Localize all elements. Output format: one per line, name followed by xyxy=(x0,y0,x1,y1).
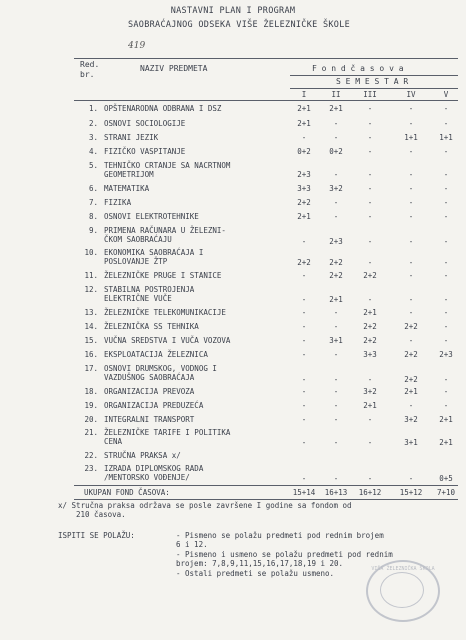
row-number: 9. xyxy=(88,226,98,235)
subject-name: IZRADA DIPLOMSKOG RADA xyxy=(104,464,204,473)
hours-cell: - xyxy=(443,147,449,156)
hours-cell: 1+1 xyxy=(439,133,453,142)
hours-cell: - xyxy=(301,375,307,384)
hours-cell: - xyxy=(301,308,307,317)
hours-cell: - xyxy=(408,184,414,193)
row-number: 1. xyxy=(88,104,98,113)
hours-cell: 2+1 xyxy=(329,104,343,113)
hours-cell: - xyxy=(301,415,307,424)
semester-2: II xyxy=(331,90,341,99)
hours-cell: - xyxy=(301,336,307,345)
semester-3: III xyxy=(363,90,377,99)
hours-cell: - xyxy=(408,212,414,221)
subject-name: STRANI JEZIK xyxy=(104,133,159,142)
ispiti-line: - Ostali predmeti se polažu usmeno. xyxy=(176,569,335,578)
hours-cell: - xyxy=(408,271,414,280)
subject-name: ŽELEZNIČKE TELEKOMUNIKACIJE xyxy=(104,308,226,317)
hours-cell: - xyxy=(443,119,449,128)
hours-cell: - xyxy=(367,184,373,193)
hours-cell: - xyxy=(408,336,414,345)
hours-cell: 2+2 xyxy=(363,322,377,331)
hours-cell: - xyxy=(367,375,373,384)
header-top-rule xyxy=(74,58,458,59)
hours-cell: - xyxy=(443,322,449,331)
hours-cell: 2+2 xyxy=(363,336,377,345)
hours-cell: - xyxy=(443,237,449,246)
hours-cell: - xyxy=(333,401,339,410)
subject-name-line2: VAZDUŠNOG SAOBRAĆAJA xyxy=(104,373,195,382)
hours-cell: - xyxy=(333,212,339,221)
hours-cell: - xyxy=(408,401,414,410)
hours-cell: 2+3 xyxy=(329,237,343,246)
hours-cell: - xyxy=(367,170,373,179)
hours-cell: - xyxy=(408,104,414,113)
hours-cell: - xyxy=(443,295,449,304)
subject-name: OPŠTENARODNA ODBRANA I DSZ xyxy=(104,104,222,113)
row-number: 16. xyxy=(84,350,98,359)
hours-cell: - xyxy=(367,147,373,156)
hours-cell: - xyxy=(367,295,373,304)
hours-cell: - xyxy=(301,387,307,396)
total-cell: 7+10 xyxy=(436,488,456,497)
header-semestar: S E M E S T A R xyxy=(336,77,409,86)
header-col-no-1: Red. xyxy=(80,60,100,69)
hours-cell: 3+2 xyxy=(329,184,343,193)
row-number: 10. xyxy=(84,248,98,257)
hours-cell: - xyxy=(333,198,339,207)
hours-cell: - xyxy=(367,198,373,207)
footnote-line1: x/ Stručna praksa održava se posle završene I godine sa fondom od xyxy=(58,501,352,510)
hours-cell: - xyxy=(301,237,307,246)
subject-name-line2: CENA xyxy=(104,437,123,446)
hours-cell: 2+2 xyxy=(363,271,377,280)
hours-cell: 2+2 xyxy=(329,258,343,267)
row-number: 3. xyxy=(88,133,98,142)
subject-name: ORGANIZACIJA PREVOZA xyxy=(104,387,195,396)
hours-cell: 0+2 xyxy=(329,147,343,156)
hours-cell: - xyxy=(367,133,373,142)
hours-cell: 2+1 xyxy=(297,212,311,221)
subject-name: PRIMENA RAČUNARA U ŽELEZNI- xyxy=(104,226,226,235)
row-number: 8. xyxy=(88,212,98,221)
hours-cell: - xyxy=(408,119,414,128)
hours-cell: 3+3 xyxy=(297,184,311,193)
hours-cell: - xyxy=(408,308,414,317)
subject-name-line2: /MENTORSKO VOĐENJE/ xyxy=(104,473,190,482)
row-number: 23. xyxy=(84,464,98,473)
hours-cell: - xyxy=(443,375,449,384)
hours-cell: - xyxy=(301,133,307,142)
footnote-line2: 210 časova. xyxy=(76,510,126,519)
hours-cell: - xyxy=(333,375,339,384)
subject-name: MATEMATIKA xyxy=(104,184,150,193)
row-number: 7. xyxy=(88,198,98,207)
total-top-rule xyxy=(74,485,458,486)
subject-name: OSNOVI SOCIOLOGIJE xyxy=(104,119,186,128)
header-col-subject: NAZIV PREDMETA xyxy=(140,64,208,73)
hours-cell: - xyxy=(333,387,339,396)
row-number: 17. xyxy=(84,364,98,373)
hours-cell: - xyxy=(367,119,373,128)
hours-cell: - xyxy=(443,184,449,193)
hours-cell: 2+2 xyxy=(404,350,418,359)
row-number: 13. xyxy=(84,308,98,317)
semester-1: I xyxy=(301,90,307,99)
subject-name: FIZIKA xyxy=(104,198,132,207)
total-cell: 15+12 xyxy=(399,488,423,497)
hours-cell: - xyxy=(367,104,373,113)
hours-cell: 1+1 xyxy=(404,133,418,142)
document-title-line2: SAOBRAĆAJNOG ODSEKA VIŠE ŽELEZNIČKE ŠKOLE xyxy=(127,20,351,30)
hours-cell: - xyxy=(443,258,449,267)
hours-cell: - xyxy=(301,295,307,304)
hours-cell: 2+3 xyxy=(439,350,453,359)
subject-name: EKSPLOATACIJA ŽELEZNICA xyxy=(104,350,208,359)
hours-cell: - xyxy=(301,438,307,447)
subject-name: VUČNA SREDSTVA I VUČA VOZOVA xyxy=(104,336,231,345)
ispiti-line: - Pismeno se polažu predmeti pod rednim brojem xyxy=(176,531,384,540)
row-number: 11. xyxy=(84,271,98,280)
subject-name: STABILNA POSTROJENJA xyxy=(104,285,195,294)
row-number: 21. xyxy=(84,428,98,437)
hours-cell: - xyxy=(333,119,339,128)
hours-cell: - xyxy=(367,474,373,483)
hours-cell: - xyxy=(333,474,339,483)
hours-cell: 2+3 xyxy=(297,170,311,179)
hours-cell: - xyxy=(408,474,414,483)
subject-name: FIZIČKO VASPITANJE xyxy=(104,147,186,156)
stamp-emblem xyxy=(380,572,424,608)
hours-cell: - xyxy=(443,308,449,317)
ispiti-line: 6 i 12. xyxy=(176,540,208,549)
total-bottom-rule xyxy=(74,499,458,500)
hours-cell: - xyxy=(408,147,414,156)
hours-cell: - xyxy=(443,387,449,396)
hours-cell: 2+1 xyxy=(363,308,377,317)
hours-cell: - xyxy=(301,271,307,280)
hours-cell: 2+2 xyxy=(404,322,418,331)
hours-cell: - xyxy=(367,237,373,246)
row-number: 19. xyxy=(84,401,98,410)
hours-cell: - xyxy=(367,258,373,267)
hours-cell: 3+1 xyxy=(329,336,343,345)
hours-cell: 2+2 xyxy=(297,258,311,267)
hours-cell: - xyxy=(443,212,449,221)
hours-cell: 2+1 xyxy=(404,387,418,396)
ispiti-label: ISPITI SE POLAŽU: xyxy=(58,531,135,540)
header-col-no-2: br. xyxy=(80,70,95,79)
subject-name: OSNOVI DRUMSKOG, VODNOG I xyxy=(104,364,217,373)
row-number: 20. xyxy=(84,415,98,424)
subject-name-line2: ČKOM SAOBRAĆAJU xyxy=(104,235,172,244)
hours-cell: - xyxy=(367,212,373,221)
semester-5: V xyxy=(443,90,449,99)
hours-cell: 2+1 xyxy=(439,438,453,447)
subject-name: ŽELEZNIČKA SS TEHNIKA xyxy=(104,322,199,331)
hours-cell: - xyxy=(333,170,339,179)
total-label: UKUPAN FOND ČASOVA: xyxy=(84,488,170,497)
hours-cell: - xyxy=(333,438,339,447)
hours-cell: - xyxy=(443,336,449,345)
total-cell: 16+12 xyxy=(358,488,382,497)
header-bottom-rule xyxy=(74,100,458,101)
hours-cell: 3+2 xyxy=(404,415,418,424)
total-cell: 16+13 xyxy=(324,488,348,497)
hours-cell: 2+1 xyxy=(297,104,311,113)
subject-name: OSNOVI ELEKTROTEHNIKE xyxy=(104,212,199,221)
hours-cell: 2+2 xyxy=(404,375,418,384)
subject-name: ŽELEZNIČKE TARIFE I POLITIKA xyxy=(104,428,231,437)
ispiti-line: brojem: 7,8,9,11,15,16,17,18,19 i 20. xyxy=(176,559,344,568)
hours-cell: - xyxy=(408,258,414,267)
ispiti-line: - Pismeno i usmeno se polažu predmeti pod rednim xyxy=(176,550,393,559)
hours-cell: - xyxy=(367,438,373,447)
hours-cell: - xyxy=(443,170,449,179)
row-number: 6. xyxy=(88,184,98,193)
row-number: 22. xyxy=(84,451,98,460)
row-number: 14. xyxy=(84,322,98,331)
hours-cell: - xyxy=(408,170,414,179)
row-number: 18. xyxy=(84,387,98,396)
row-number: 12. xyxy=(84,285,98,294)
subject-name: ŽELEZNIČKE PRUGE I STANICE xyxy=(104,271,222,280)
hours-cell: - xyxy=(333,133,339,142)
hours-cell: 3+1 xyxy=(404,438,418,447)
row-number: 15. xyxy=(84,336,98,345)
hours-cell: 0+2 xyxy=(297,147,311,156)
hours-cell: 2+1 xyxy=(297,119,311,128)
hours-cell: 2+1 xyxy=(329,295,343,304)
subject-name-line2: GEOMETRIJOM xyxy=(104,170,154,179)
hours-cell: - xyxy=(333,415,339,424)
hours-cell: - xyxy=(408,198,414,207)
hours-cell: - xyxy=(333,322,339,331)
subject-name: EKONOMIKA SAOBRAĆAJA I xyxy=(104,248,204,257)
hours-cell: 2+2 xyxy=(329,271,343,280)
subject-name: STRUČNA PRAKSA x/ xyxy=(104,451,181,460)
subject-name: INTEGRALNI TRANSPORT xyxy=(104,415,195,424)
official-stamp xyxy=(366,560,440,622)
header-fond-rule xyxy=(290,75,458,76)
hours-cell: 2+1 xyxy=(439,415,453,424)
document-title-line1: NASTAVNI PLAN I PROGRAM xyxy=(170,6,296,16)
subject-name: TEHNIČKO CRTANJE SA NACRTNOM xyxy=(104,161,231,170)
subject-name: ORGANIZACIJA PREDUZEĆA xyxy=(104,401,204,410)
hours-cell: 2+2 xyxy=(297,198,311,207)
header-semestar-rule xyxy=(290,88,458,89)
stamp-text: VIŠA ŽELEZNIČKA ŠKOLA xyxy=(371,566,435,572)
hours-cell: - xyxy=(443,401,449,410)
hours-cell: - xyxy=(408,237,414,246)
hours-cell: - xyxy=(367,415,373,424)
row-number: 5. xyxy=(88,161,98,170)
hours-cell: - xyxy=(301,350,307,359)
hours-cell: - xyxy=(333,308,339,317)
hours-cell: 3+3 xyxy=(363,350,377,359)
hours-cell: 3+2 xyxy=(363,387,377,396)
hours-cell: - xyxy=(301,474,307,483)
hours-cell: - xyxy=(408,295,414,304)
total-cell: 15+14 xyxy=(292,488,316,497)
row-number: 4. xyxy=(88,147,98,156)
hours-cell: 0+5 xyxy=(439,474,453,483)
subject-name-line2: POSLOVANJE ŽTP xyxy=(104,257,168,266)
hours-cell: - xyxy=(443,271,449,280)
semester-4: IV xyxy=(406,90,416,99)
row-number: 2. xyxy=(88,119,98,128)
hours-cell: - xyxy=(443,198,449,207)
hours-cell: - xyxy=(443,104,449,113)
subject-name-line2: ELEKTRIČNE VUČE xyxy=(104,294,172,303)
hours-cell: - xyxy=(333,350,339,359)
header-fond: F o n d č a s o v a xyxy=(312,64,404,73)
handwritten-number: 419 xyxy=(128,41,146,51)
hours-cell: - xyxy=(301,401,307,410)
hours-cell: - xyxy=(301,322,307,331)
hours-cell: 2+1 xyxy=(363,401,377,410)
